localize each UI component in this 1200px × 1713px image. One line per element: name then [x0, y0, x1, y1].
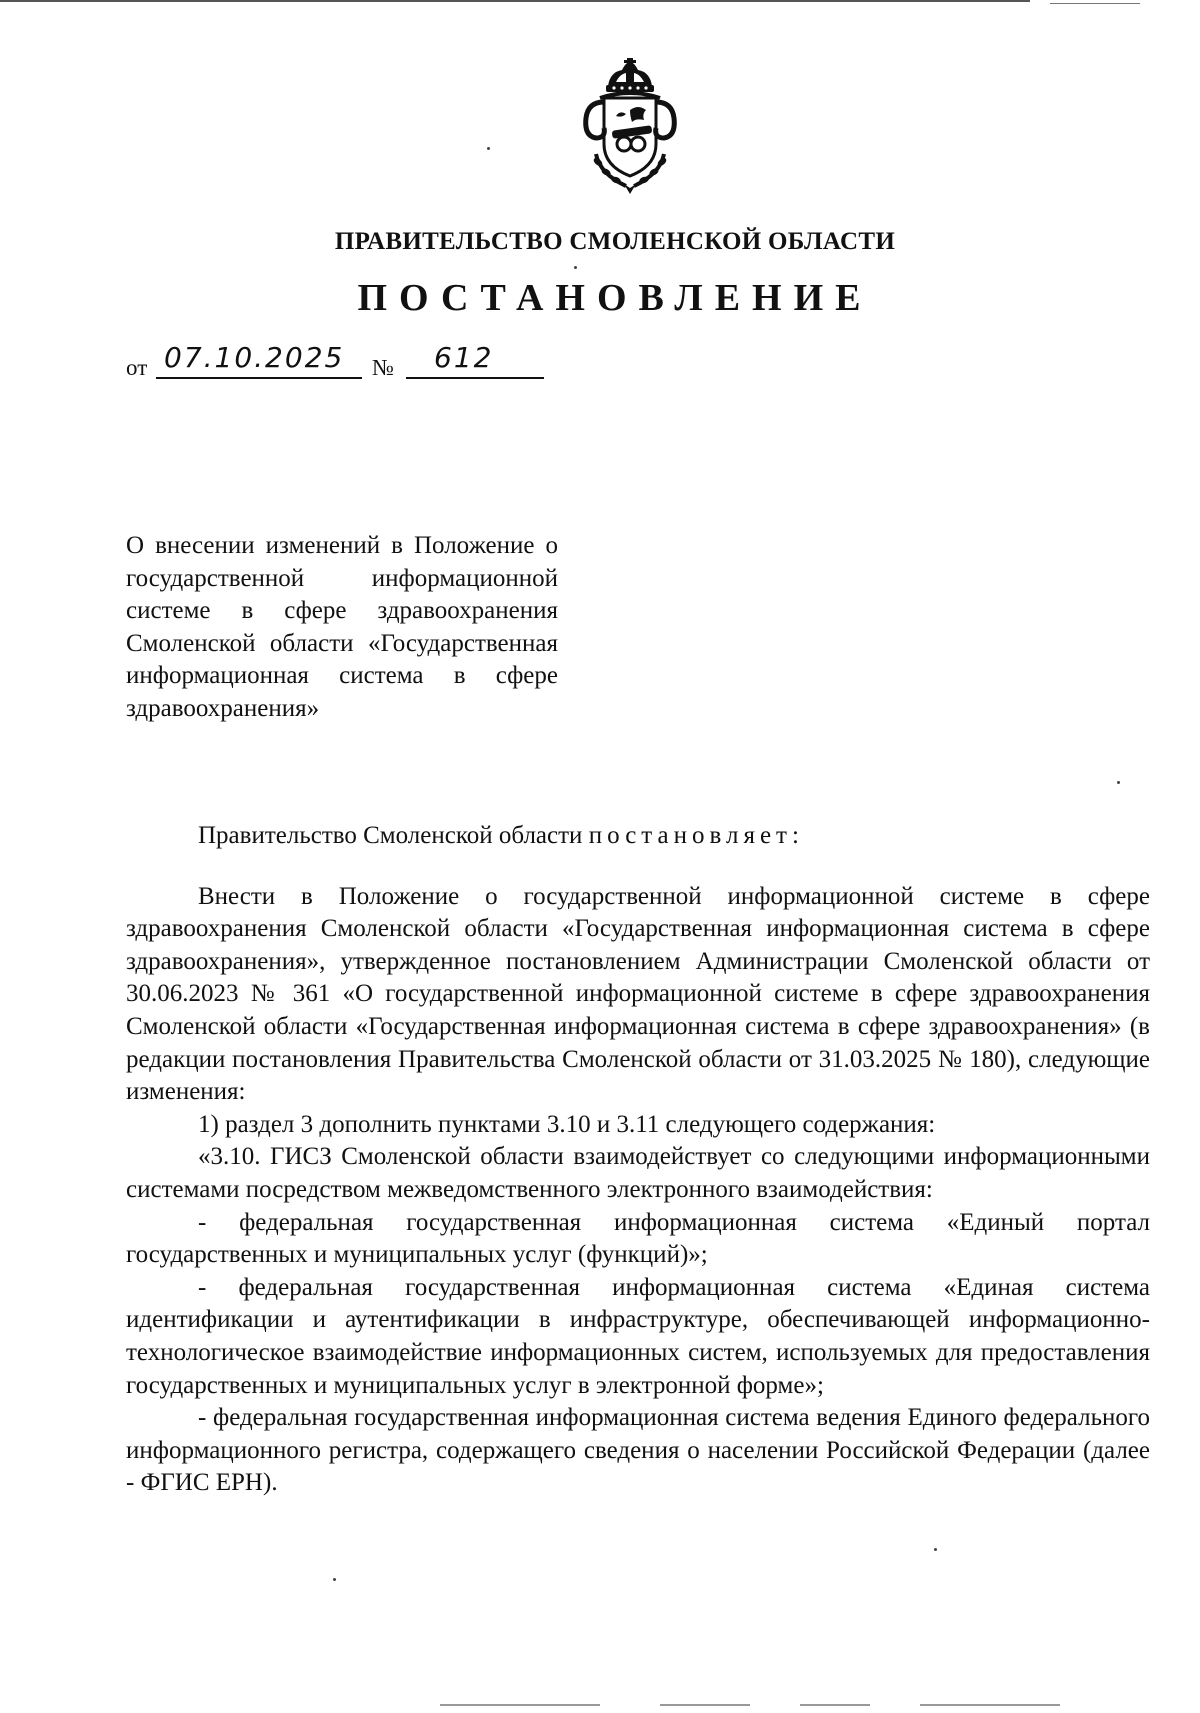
body-paragraph: - федеральная государственная информационная система ведения Единого федерального информационного регистра, содержащего сведения о населении Российской Федерации (далее - ФГИС ЕРН). [126, 1404, 1150, 1497]
scan-speck [934, 1548, 937, 1551]
decree-line [126, 820, 1150, 853]
body-paragraph: 1) раздел 3 дополнить пунктами 3.10 и 3.11 следующего содержания: [198, 1110, 936, 1138]
date-value: 07.10.2025 [164, 341, 345, 374]
decree-verb: постановляет: [588, 822, 804, 849]
number-value: 612 [434, 341, 494, 374]
coat-of-arms-icon [570, 58, 690, 198]
scan-speck [574, 266, 577, 269]
scan-edge-line [0, 0, 1030, 2]
body-paragraph: - федеральная государственная информационная система «Единая система идентификации и аутентификации в инфраструктуре, обеспечивающей информационно-технологическое взаимодействие информационных систем, используемых для предоставления государственных и муниципальных услуг в электронной форме»; [126, 1273, 1150, 1399]
organization-title: ПРАВИТЕЛЬСТВО СМОЛЕНСКОЙ ОБЛАСТИ [334, 228, 896, 255]
document-subject: О внесении изменений в Положение о государственной информационной системе в сфере здравоохранения Смоленской области «Государственная информационная система в сфере здравоохранения» [126, 532, 558, 722]
scan-speck [333, 1578, 336, 1581]
number-label: № [372, 355, 394, 380]
scan-speck [1117, 781, 1120, 784]
decree-lead: Правительство Смоленской области [198, 822, 589, 849]
number-underline [406, 377, 544, 379]
body-paragraph: - федеральная государственная информационная система «Единый портал государственных и муниципальных услуг (функций)»; [126, 1208, 1150, 1269]
body-paragraph: «3.10. ГИСЗ Смоленской области взаимодействует со следующими информационными системами посредством межведомственного электронного взаимодействия: [126, 1143, 1150, 1203]
body-paragraph: Внести в Положение о государственной информационной системе в сфере здравоохранения Смоленской области «Государственная информационная система в сфере здравоохранения», утвержденное постановлением Администрации Смоленской области от 30.06.2023 № 361 «О государственной информационной системе в сфере здравоохранения Смоленской области «Государственная информационная система в сфере здравоохранения» (в редакции постановления Правительства Смоленской области от 31.03.2025 № 180), следующие изменения: [126, 882, 1150, 1106]
document-type-heading: ПОСТАНОВЛЕНИЕ [357, 277, 873, 319]
date-label: от [126, 355, 148, 380]
document-body [126, 820, 1150, 1500]
date-number-line [126, 341, 556, 380]
date-underline [156, 377, 362, 379]
scan-edge-line [1050, 3, 1140, 4]
scan-speck [487, 147, 490, 150]
next-line-cutoff [0, 1700, 1200, 1713]
